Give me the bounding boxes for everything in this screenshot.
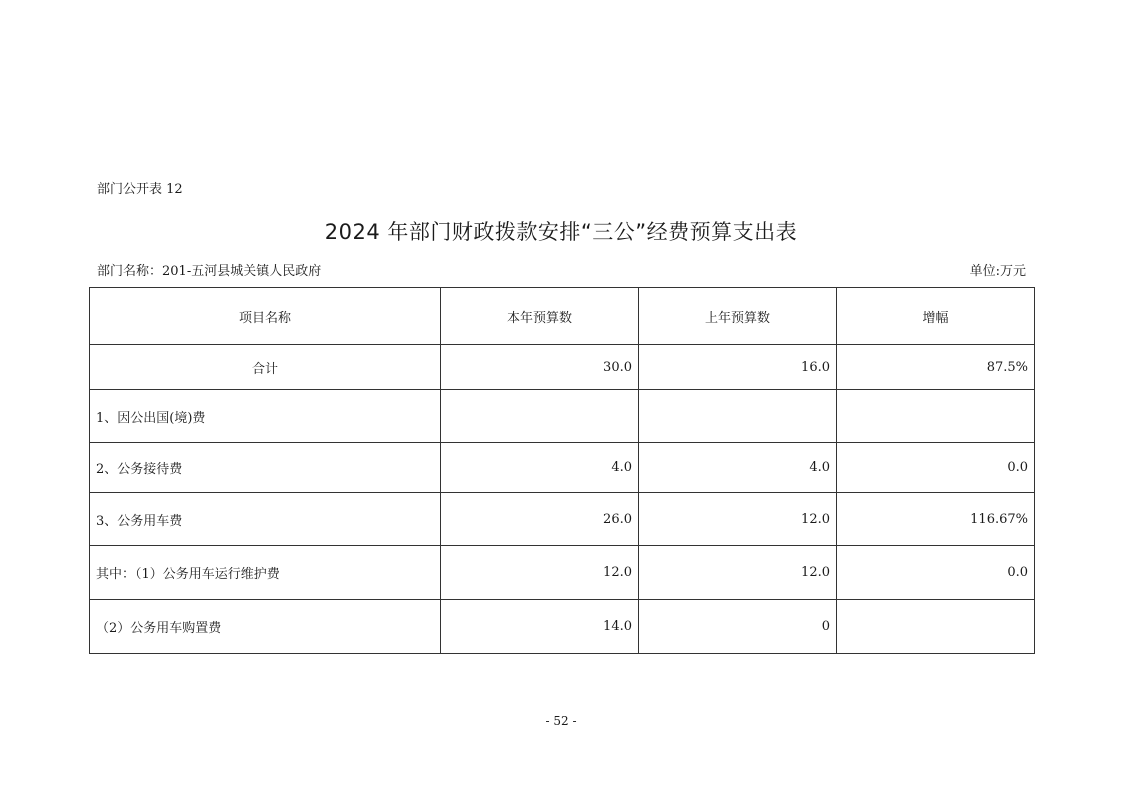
previous-budget-cell <box>639 390 837 443</box>
row-name-cell: 2、公务接待费 <box>90 443 441 493</box>
previous-budget-cell: 16.0 <box>639 345 837 390</box>
column-header-previous-budget: 上年预算数 <box>639 288 837 345</box>
page-number: - 52 - <box>545 714 577 728</box>
table-row-reception <box>90 443 1035 493</box>
row-name-cell: （2）公务用车购置费 <box>90 600 441 654</box>
row-name-cell: 其中：（1）公务用车运行维护费 <box>90 546 441 600</box>
table-row-vehicle-maintenance <box>90 546 1035 600</box>
table-header-row <box>90 288 1035 345</box>
growth-cell: 0.0 <box>837 546 1035 600</box>
current-budget-cell: 12.0 <box>441 546 639 600</box>
budget-table <box>89 287 1035 654</box>
table-row-overseas-travel <box>90 390 1035 443</box>
row-name-cell: 1、因公出国(境)费 <box>90 390 441 443</box>
growth-cell: 87.5% <box>837 345 1035 390</box>
row-name-cell: 3、公务用车费 <box>90 493 441 546</box>
table-row-total <box>90 345 1035 390</box>
previous-budget-cell: 0 <box>639 600 837 654</box>
column-header-current-budget: 本年预算数 <box>441 288 639 345</box>
growth-cell: 116.67% <box>837 493 1035 546</box>
previous-budget-cell: 12.0 <box>639 546 837 600</box>
growth-cell <box>837 600 1035 654</box>
current-budget-cell: 4.0 <box>441 443 639 493</box>
form-id-label: 部门公开表 12 <box>97 182 183 197</box>
growth-cell <box>837 390 1035 443</box>
row-name-cell: 合计 <box>90 345 441 390</box>
unit-label: 单位:万元 <box>969 264 1026 279</box>
page-title: 2024 年部门财政拨款安排“三公”经费预算支出表 <box>324 220 798 244</box>
previous-budget-cell: 4.0 <box>639 443 837 493</box>
table-row-vehicle-purchase <box>90 600 1035 654</box>
column-header-growth: 增幅 <box>837 288 1035 345</box>
growth-cell: 0.0 <box>837 443 1035 493</box>
previous-budget-cell: 12.0 <box>639 493 837 546</box>
table-row-vehicle <box>90 493 1035 546</box>
current-budget-cell <box>441 390 639 443</box>
column-header-item-name: 项目名称 <box>90 288 441 345</box>
current-budget-cell: 14.0 <box>441 600 639 654</box>
department-label: 部门名称：201-五河县城关镇人民政府 <box>97 264 322 279</box>
current-budget-cell: 30.0 <box>441 345 639 390</box>
current-budget-cell: 26.0 <box>441 493 639 546</box>
